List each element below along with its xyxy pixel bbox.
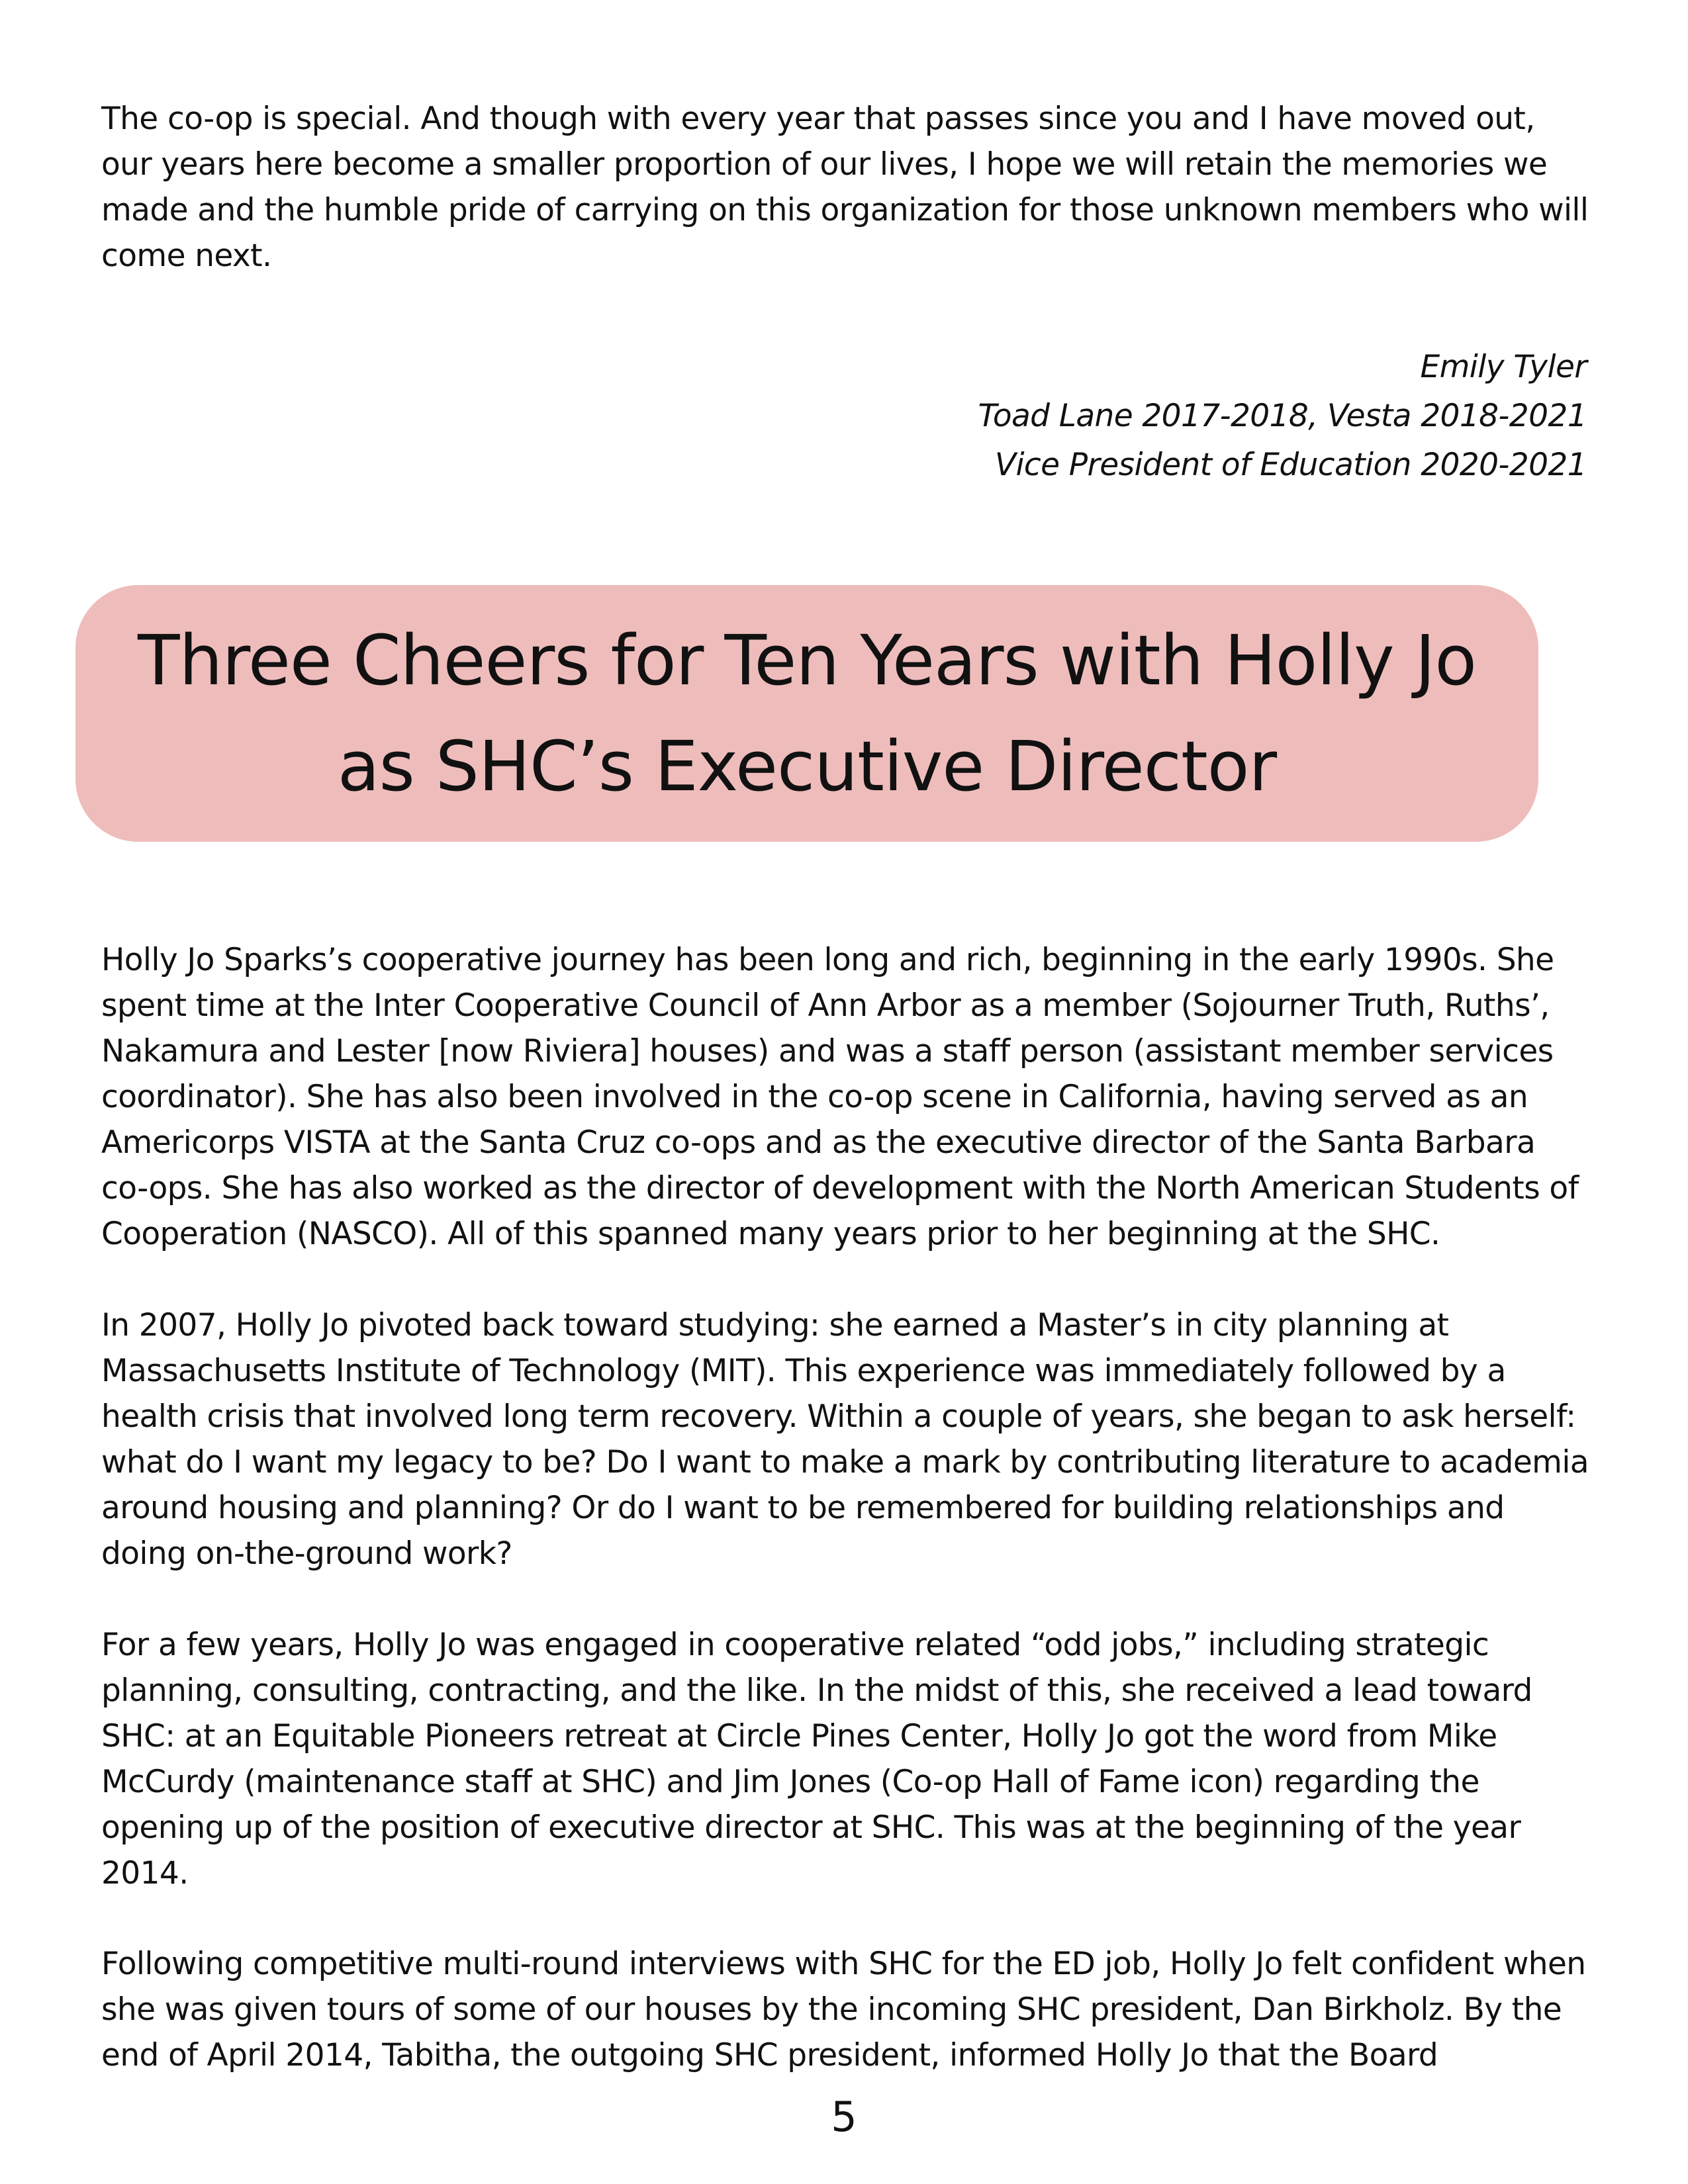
author-houses: Toad Lane 2017-2018, Vesta 2018-2021 (978, 398, 1587, 434)
article-title: Three Cheers for Ten Years with Holly Jo as SHC’s Executive Director (138, 620, 1476, 807)
author-name: Emily Tyler (1420, 349, 1587, 385)
article-paragraph-4: Following competitive multi-round interviews with SHC for the ED job, Holly Jo felt confident when she was given tours of some of our houses by the incoming SHC president, Dan Birkholz. By the end of April 2014, Tabitha, the outgoing SHC president, informed Holly Jo that the Board (101, 1946, 1586, 2073)
intro-paragraph: The co-op is special. And though with every year that passes since you and I have moved out, our years here become a smaller proportion of our lives, I hope we will retain the memories we made and the humble pride of carrying on this organization for those unknown members who will come next. (101, 101, 1589, 274)
author-role: Vice President of Education 2020-2021 (994, 447, 1587, 483)
article-paragraph-2: In 2007, Holly Jo pivoted back toward studying: she earned a Master’s in city planning at Massachusetts Institute of Technology (MIT). This experience was immediately followed by a health crisis that involved long term recovery. Within a couple of years, she began to ask herself: what do I want my legacy to be? Do I want to make a mark by contributing literature to academia around housing and planning? Or do I want to be remembered for building relationships and doing on-the-ground work? (101, 1307, 1589, 1572)
article-paragraph-1: Holly Jo Sparks’s cooperative journey has been long and rich, beginning in the early 1990s. She spent time at the Inter Cooperative Council of Ann Arbor as a member (Sojourner Truth, Ruths’, Nakamura and Lester [now Riviera] houses) and was a staff person (assistant member services coordinator). She has also been involved in the co-op scene in California, having served as an Americorps VISTA at the Santa Cruz co-ops and as the executive director of the Santa Barbara co-ops. She has also worked as the director of development with the North American Students of Cooperation (NASCO). All of this spanned many years prior to her beginning at the SHC. (101, 942, 1579, 1252)
author-signature (978, 343, 1587, 490)
page-number: 5 (831, 2093, 857, 2141)
article-title-banner (75, 585, 1538, 842)
article-paragraph-3: For a few years, Holly Jo was engaged in cooperative related “odd jobs,” including strategic planning, consulting, contracting, and the like. In the midst of this, she received a lead toward SHC: at an Equitable Pioneers retreat at Circle Pines Center, Holly Jo got the word from Mike McCurdy (maintenance staff at SHC) and Jim Jones (Co-op Hall of Fame icon) regarding the opening up of the position of executive director at SHC. This was at the beginning of the year 2014. (101, 1627, 1532, 1891)
